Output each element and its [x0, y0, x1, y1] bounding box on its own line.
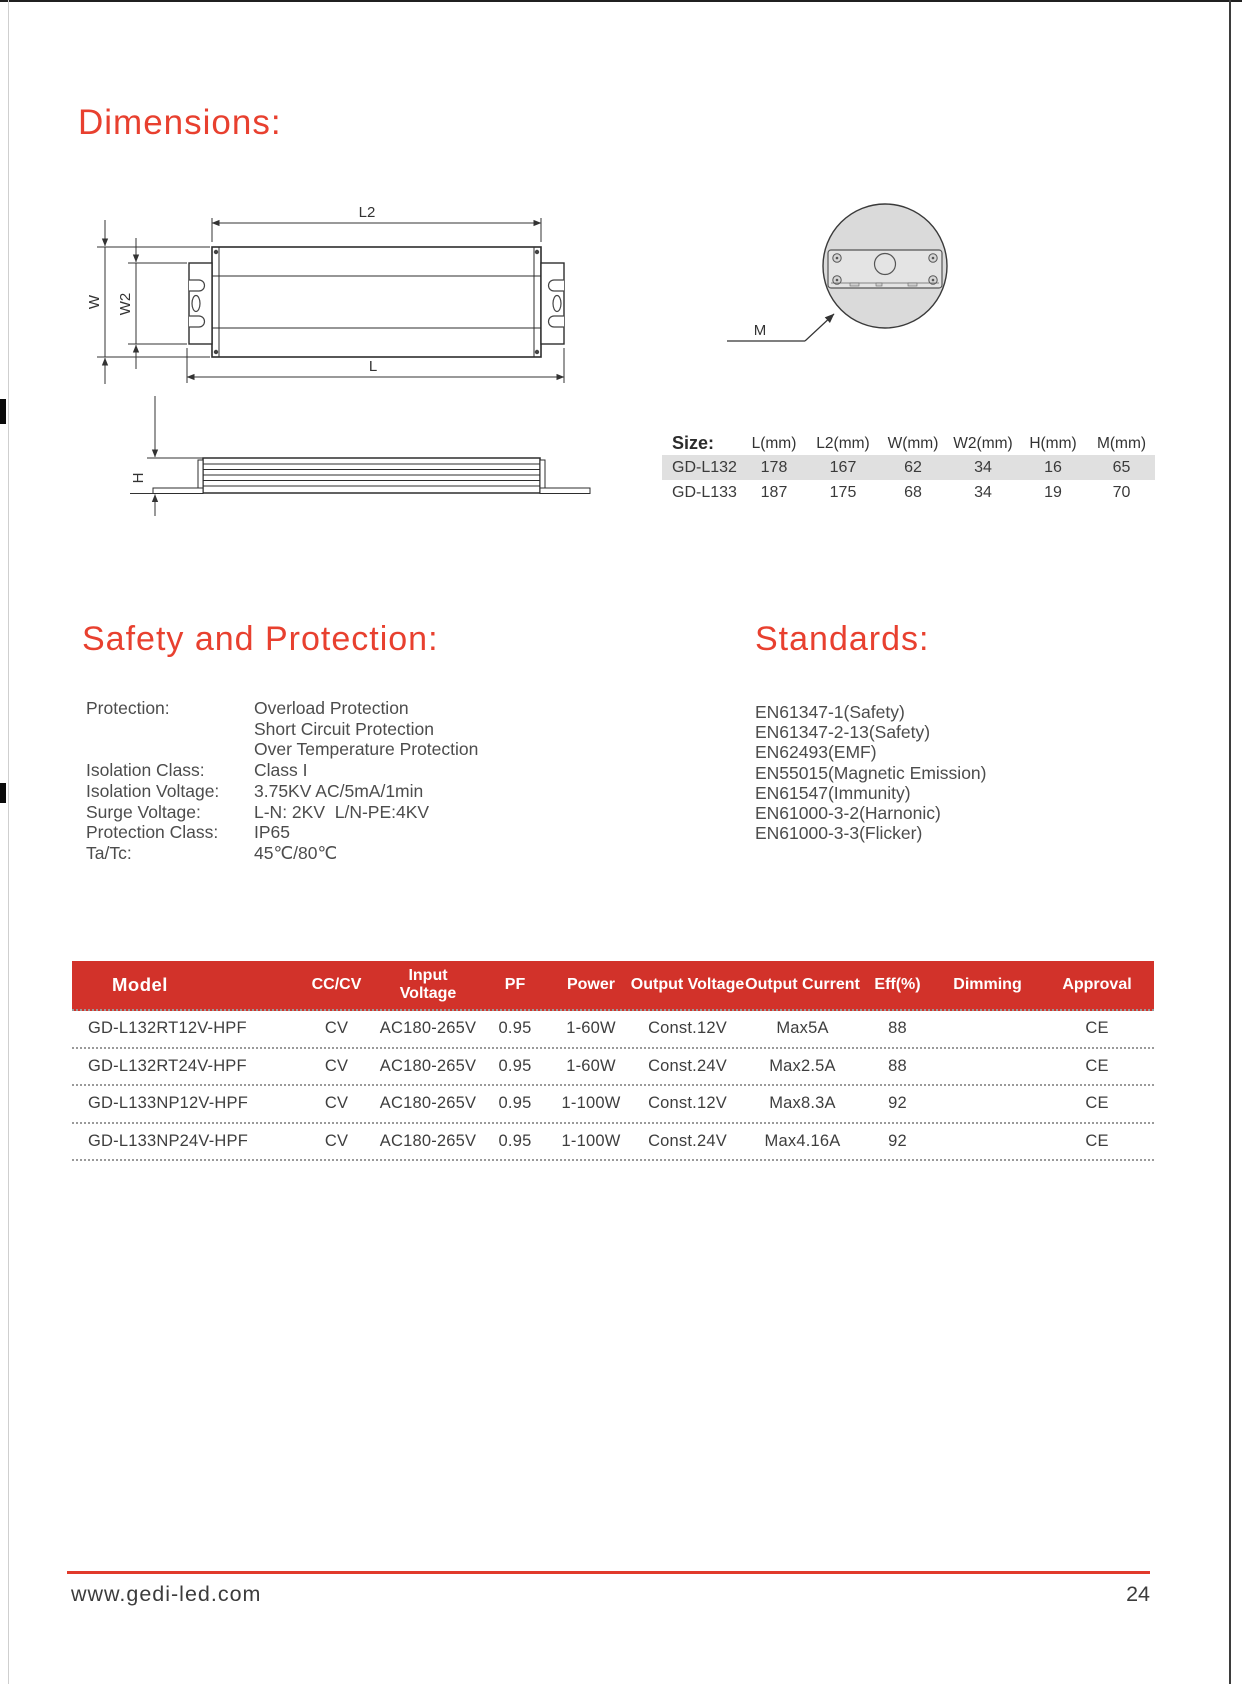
left-mounting-bracket — [189, 263, 212, 344]
spec-col-header: Approval — [1062, 975, 1132, 993]
spec-cell: AC180-265V — [379, 1094, 477, 1113]
standard-item: EN61347-1(Safety) — [755, 702, 905, 722]
spec-cell: 0.95 — [498, 1056, 532, 1075]
spec-cell: 0.95 — [498, 1094, 532, 1113]
spec-col-header: Input Voltage — [399, 966, 457, 1002]
dim-label-h: H — [130, 472, 147, 484]
size-value: 34 — [974, 483, 992, 501]
safety-row: Protection Class: IP65 — [86, 822, 290, 843]
footer-rule — [67, 1571, 1150, 1574]
spec-cell: Max4.16A — [764, 1131, 841, 1150]
safety-label: Isolation Class: — [86, 760, 205, 781]
spec-cell: CE — [1085, 1019, 1109, 1038]
end-cap-detail-drawing — [680, 195, 985, 363]
top-view-drawing — [85, 180, 585, 394]
driver-body-top-view — [212, 247, 541, 357]
standard-item: EN61000-3-3(Flicker) — [755, 823, 923, 844]
size-table-row — [630, 455, 1155, 480]
page-left-border — [8, 0, 9, 1684]
standard-item: EN61347-2-13(Safety) — [755, 722, 931, 743]
end-cap-plate — [828, 250, 942, 288]
spec-cell-model: GD-L132RT12V-HPF — [88, 1019, 247, 1038]
dim-label-l: L — [368, 358, 378, 375]
safety-row: Isolation Voltage: 3.75KV AC/5mA/1min — [86, 780, 424, 801]
safety-row: Isolation Class: Class I — [86, 760, 308, 781]
spec-cell: CV — [324, 1131, 349, 1150]
spec-col-header: Dimming — [953, 975, 1022, 993]
spec-col-header: Output Voltage — [630, 975, 745, 993]
size-model: GD-L132 — [672, 458, 737, 476]
size-value: 187 — [760, 483, 788, 501]
spec-col-header: PF — [504, 975, 526, 993]
spec-cell: AC180-265V — [379, 1056, 477, 1075]
dim-label-m: M — [753, 322, 767, 339]
size-model: GD-L133 — [672, 483, 737, 501]
size-col-header: L(mm) — [751, 434, 797, 452]
side-view-drawing — [85, 390, 595, 522]
safety-label: Protection: — [86, 698, 170, 718]
spec-col-header: CC/CV — [311, 975, 362, 993]
size-table-title: Size: — [672, 433, 715, 453]
size-value: 16 — [1044, 458, 1062, 476]
dimension-lines — [130, 396, 203, 516]
driver-body-side-view — [153, 458, 590, 494]
spec-cell: CV — [324, 1056, 349, 1075]
spec-cell: 88 — [888, 1056, 907, 1075]
spec-cell: Const.24V — [648, 1056, 727, 1075]
spec-cell: Max2.5A — [769, 1056, 836, 1075]
spec-cell: 88 — [888, 1019, 907, 1038]
size-value: 167 — [829, 458, 857, 476]
spec-cell-model: GD-L133NP12V-HPF — [88, 1094, 249, 1113]
spec-table-row — [72, 1011, 1154, 1049]
standard-item: EN61547(Immunity) — [755, 782, 911, 803]
spec-col-header: Output Current — [745, 975, 860, 993]
dim-label-w: W — [86, 294, 103, 310]
spec-cell-model: GD-L132RT24V-HPF — [88, 1056, 247, 1075]
safety-label: Protection Class: — [86, 822, 219, 843]
m-leader — [727, 314, 834, 341]
size-table-header — [630, 432, 1155, 455]
size-col-header: W2(mm) — [953, 434, 1013, 452]
spec-cell: Const.12V — [648, 1019, 727, 1038]
spec-cell: Max8.3A — [769, 1094, 836, 1113]
spec-col-header: Model — [112, 974, 168, 996]
footer-page-number: 24 — [1126, 1582, 1150, 1606]
size-value: 175 — [829, 483, 857, 501]
size-col-header: W(mm) — [887, 434, 939, 452]
size-value: 34 — [974, 458, 992, 476]
size-col-header: L2(mm) — [816, 434, 870, 452]
binding-mark — [0, 399, 6, 424]
standard-item: EN55015(Magnetic Emission) — [755, 762, 987, 783]
standards-heading: Standards: — [755, 620, 930, 658]
footer-website: www.gedi-led.com — [71, 1582, 262, 1606]
spec-col-header: Power — [566, 975, 615, 993]
safety-heading: Safety and Protection: — [82, 620, 439, 658]
spec-table-row — [72, 1086, 1154, 1124]
spec-cell: 92 — [888, 1131, 907, 1150]
spec-cell: Const.12V — [648, 1094, 727, 1113]
spec-table — [72, 961, 1154, 1161]
safety-row: Ta/Tc: 45℃/80℃ — [86, 842, 338, 863]
safety-list — [86, 698, 666, 864]
standard-item: EN61000-3-2(Harnonic) — [755, 803, 941, 824]
spec-cell: 1-60W — [566, 1056, 616, 1075]
spec-table-row — [72, 1124, 1154, 1162]
page-top-border — [0, 0, 1242, 2]
spec-cell: Max5A — [776, 1019, 829, 1038]
spec-cell: CV — [324, 1019, 349, 1038]
spec-cell: CE — [1085, 1056, 1109, 1075]
safety-label: Surge Voltage: — [86, 801, 201, 822]
dim-label-l2: L2 — [358, 204, 376, 221]
spec-cell: 1-100W — [561, 1094, 621, 1113]
size-col-header: M(mm) — [1096, 434, 1147, 452]
size-value: 19 — [1044, 483, 1062, 501]
spec-cell: Const.24V — [648, 1131, 727, 1150]
size-value: 65 — [1112, 458, 1131, 476]
size-value: 62 — [904, 458, 922, 476]
spec-cell: 92 — [888, 1094, 907, 1113]
standards-list — [755, 702, 1175, 843]
dim-label-w2: W2 — [117, 292, 134, 316]
spec-cell-model: GD-L133NP24V-HPF — [88, 1131, 249, 1150]
safety-label: Ta/Tc: — [86, 842, 132, 863]
size-table-row — [630, 480, 1155, 505]
safety-row — [86, 698, 666, 760]
spec-table-header — [72, 961, 1154, 1011]
safety-label: Isolation Voltage: — [86, 780, 220, 801]
spec-cell: CV — [324, 1094, 349, 1113]
spec-cell: AC180-265V — [379, 1131, 477, 1150]
size-col-header: H(mm) — [1029, 434, 1077, 452]
standard-item: EN62493(EMF) — [755, 742, 877, 763]
right-mounting-bracket — [541, 263, 564, 344]
page-right-border — [1229, 0, 1231, 1684]
spec-cell: 1-60W — [566, 1019, 616, 1038]
spec-cell: AC180-265V — [379, 1019, 477, 1038]
spec-cell: CE — [1085, 1094, 1109, 1113]
spec-cell: 0.95 — [498, 1019, 532, 1038]
binding-mark — [0, 783, 6, 803]
size-value: 68 — [904, 483, 922, 501]
spec-cell: 1-100W — [561, 1131, 621, 1150]
spec-cell: CE — [1085, 1131, 1109, 1150]
spec-table-row — [72, 1049, 1154, 1087]
dimensions-heading: Dimensions: — [78, 103, 282, 142]
size-value: 70 — [1112, 483, 1131, 501]
safety-row: Surge Voltage: L-N: 2KV L/N-PE:4KV — [86, 801, 430, 822]
spec-col-header: Eff(%) — [874, 975, 921, 993]
spec-cell: 0.95 — [498, 1131, 532, 1150]
size-table — [630, 432, 1155, 505]
safety-values: Overload Protection Short Circuit Protection Over Temperature Protection — [254, 698, 479, 760]
size-value: 178 — [760, 458, 788, 476]
